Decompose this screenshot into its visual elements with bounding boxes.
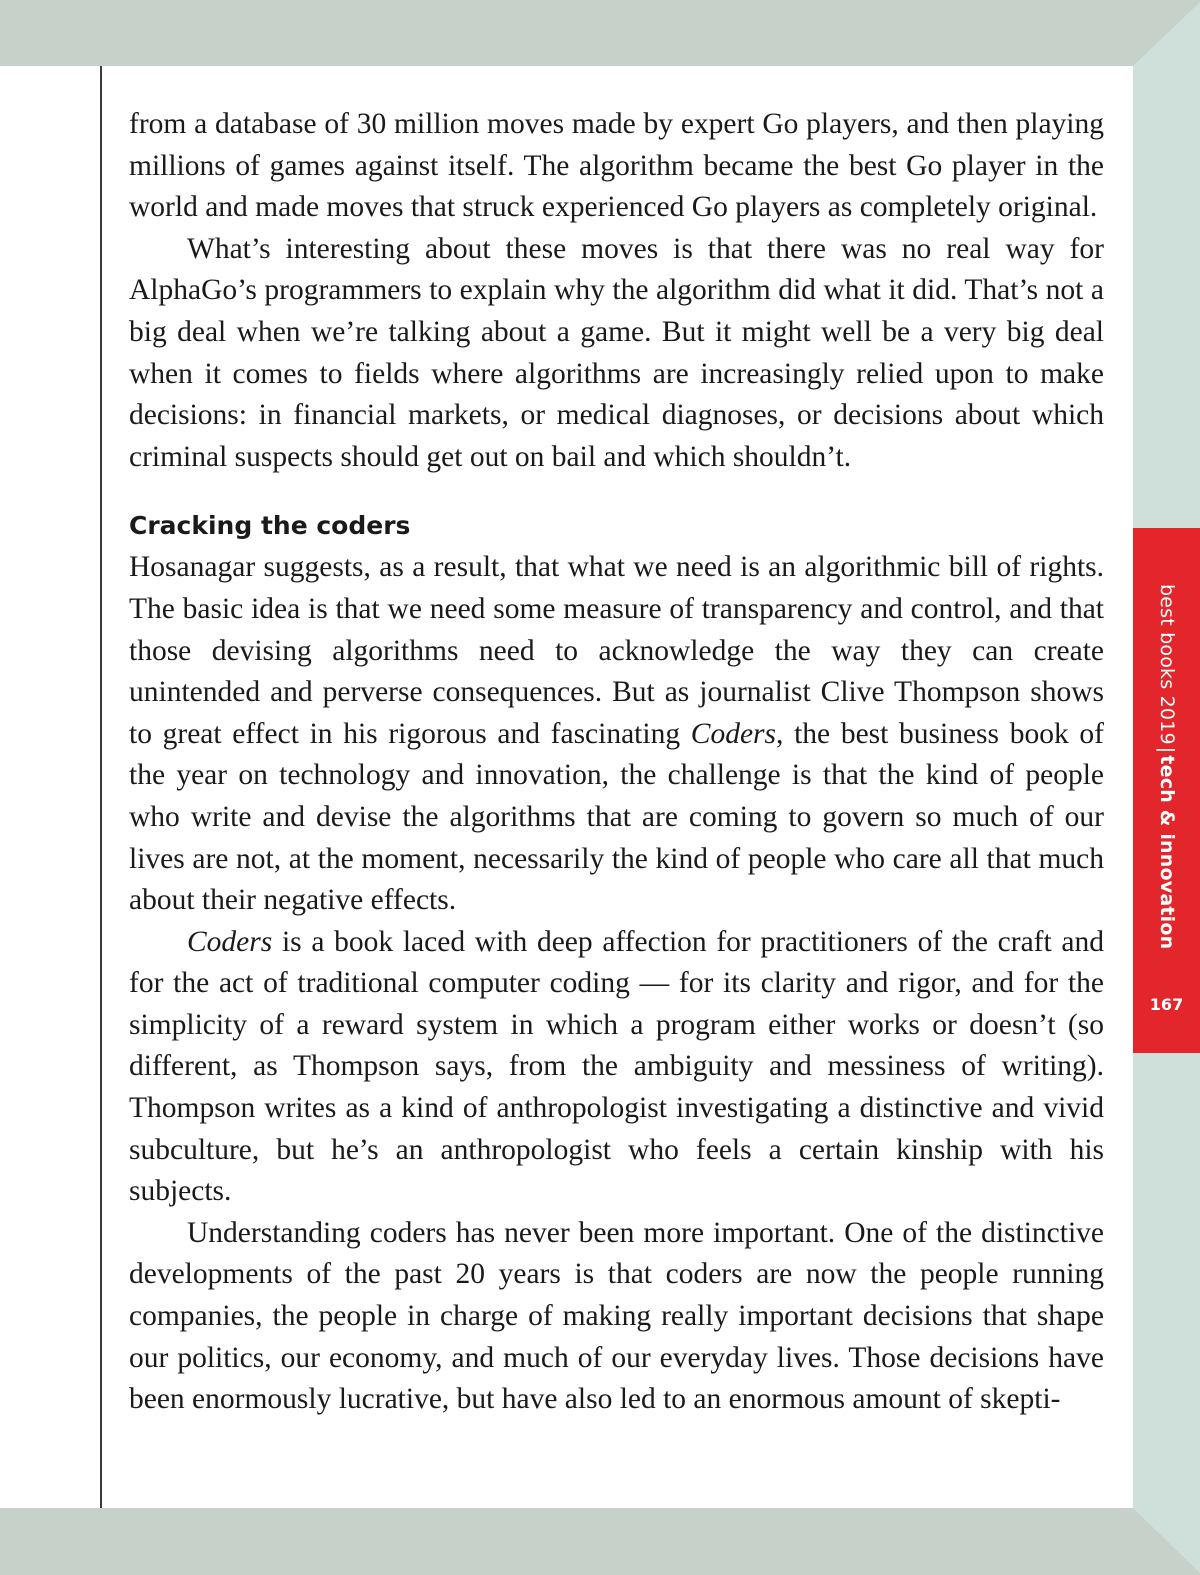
top-frame-band [0, 0, 1200, 66]
section-tab [1133, 528, 1200, 1053]
left-margin-rule [100, 66, 102, 1508]
paragraph-4-text: is a book laced with deep affection for practitioners of the craft and for the act of traditional computer coding — for its clarity and rigor, and for the simplicity of a reward system in which a program either works or doesn’t (so different, as Thompson says, from the ambiguity and messiness of writing). Thompson writes as a kind of anthropologist investigating a distinctive and vivid subculture, but he’s an anthropologist who feels a certain kinship with his subjects. [129, 925, 1104, 1208]
paragraph-2: What’s interesting about these moves is that there was no real way for AlphaGo’s programmers to explain why the algorithm did what it did. That’s not a big deal when we’re talking about a game. But it might well be a very big deal when it comes to fields where algorithms are increasingly relied upon to make decisions: in financial markets, or medical diagnoses, or decisions about which criminal suspects should get out on bail and which shouldn’t. [129, 232, 1104, 473]
paragraph-3-text-a: Hosanagar suggests, as a result, that what we need is an algorithmic bill of rights. The basic idea is that we need some measure of transparency and control, and that those devising algorithms need to acknowledge the way they can create unintended and perverse consequences. But as journalist Clive Thompson shows to great effect in his rigorous and fascinating [129, 551, 1104, 750]
paragraph-3 [129, 547, 1104, 921]
page-body [129, 104, 1104, 1421]
corner-top-right [1133, 0, 1200, 66]
corner-bottom-right [1133, 1508, 1200, 1575]
bottom-frame-band [0, 1508, 1200, 1575]
book-title: Coders [187, 925, 273, 958]
running-head-separator: | [1156, 746, 1178, 754]
book-title: Coders [690, 717, 777, 750]
running-head-book: best books 2019 [1156, 584, 1178, 745]
section-label [1156, 584, 1178, 949]
paragraph-1: from a database of 30 million moves made by expert Go players, and then playing millions of games against itself. The algorithm became the best Go player in the world and made moves that struck experienced Go players as completely original. [129, 108, 1104, 224]
paragraph-5: Understanding coders has never been more important. One of the distinctive developments of the past 20 years is that coders are now the people running companies, the people in charge of making really important decisions that shape our politics, our economy, and much of our everyday lives. Those decisions have been enormously lucrative, but have also led to an enormous amount of skepti- [129, 1216, 1104, 1416]
running-head-section: tech & innovation [1156, 755, 1178, 950]
paragraph-3-text-b: , the best business book of the year on technology and innovation, the challenge is that the kind of people who write and devise the algorithms that are coming to govern so much of our lives are not, at the moment, necessarily the kind of people who care all that much about their negative effects. [129, 717, 1104, 917]
section-heading: Cracking the coders [129, 511, 411, 541]
paragraph-4 [129, 922, 1104, 1213]
page-number: 167 [1149, 995, 1184, 1014]
